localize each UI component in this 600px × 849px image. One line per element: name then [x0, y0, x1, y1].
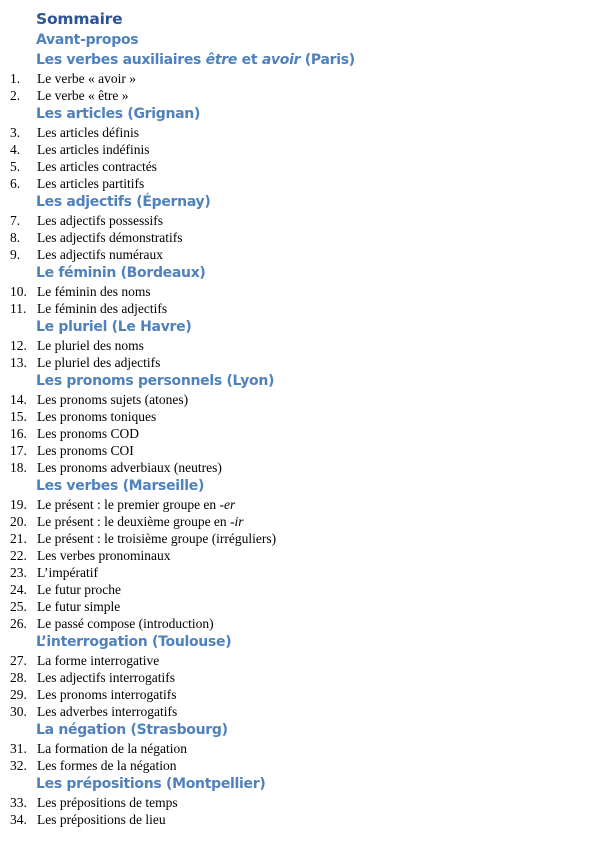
- section-heading-pluriel: Le pluriel (Le Havre): [36, 319, 192, 335]
- list-item: 3. Les articles définis: [10, 125, 139, 140]
- list-item: 14. Les pronoms sujets (atones): [10, 392, 189, 407]
- section-heading-verbes-auxiliaires: Les verbes auxiliaires être et avoir (Paris): [36, 52, 355, 68]
- list-item: 16. Les pronoms COD: [10, 426, 139, 441]
- list-item: 27. La forme interrogative: [10, 653, 160, 668]
- section-heading-interrogation: L’interrogation (Toulouse): [36, 634, 232, 650]
- list-item: 29. Les pronoms interrogatifs: [10, 687, 177, 702]
- list-item: 20. Le présent : le deuxième groupe en -ir: [10, 514, 244, 529]
- list-item: 7. Les adjectifs possessifs: [10, 213, 163, 228]
- section-heading-verbes: Les verbes (Marseille): [36, 478, 205, 494]
- section-heading-prepositions: Les prépositions (Montpellier): [36, 776, 266, 792]
- list-item: 34. Les prépositions de lieu: [10, 812, 166, 827]
- list-item: 5. Les articles contractés: [10, 159, 157, 174]
- list-item: 11. Le féminin des adjectifs: [10, 301, 168, 316]
- section-heading-articles: Les articles (Grignan): [36, 106, 201, 122]
- list-item: 24. Le futur proche: [10, 582, 121, 597]
- list-item: 31. La formation de la négation: [10, 741, 187, 756]
- list-item: 26. Le passé compose (introduction): [10, 616, 214, 631]
- list-item: 19. Le présent : le premier groupe en -er: [10, 497, 236, 512]
- list-item: 6. Les articles partitifs: [10, 176, 145, 191]
- section-heading-pronoms: Les pronoms personnels (Lyon): [36, 373, 275, 389]
- section-heading-feminin: Le féminin (Bordeaux): [36, 265, 206, 281]
- section-heading-adjectifs: Les adjectifs (Épernay): [36, 194, 211, 210]
- section-heading-negation: La négation (Strasbourg): [36, 722, 228, 738]
- list-item: 18. Les pronoms adverbiaux (neutres): [10, 460, 222, 475]
- list-item: 23. L’impératif: [10, 565, 98, 580]
- list-item: 28. Les adjectifs interrogatifs: [10, 670, 175, 685]
- list-item: 21. Le présent : le troisième groupe (irréguliers): [10, 531, 277, 546]
- list-item: 30. Les adverbes interrogatifs: [10, 704, 178, 719]
- section-heading-avant-propos: Avant-propos: [36, 32, 139, 48]
- list-item: 4. Les articles indéfinis: [10, 142, 150, 157]
- list-item: 33. Les prépositions de temps: [10, 795, 178, 810]
- list-item: 13. Le pluriel des adjectifs: [10, 355, 161, 370]
- list-item: 25. Le futur simple: [10, 599, 121, 614]
- page-title: Sommaire: [36, 10, 123, 28]
- list-item: 15. Les pronoms toniques: [10, 409, 157, 424]
- list-item: 12. Le pluriel des noms: [10, 338, 144, 353]
- list-item: 22. Les verbes pronominaux: [10, 548, 171, 563]
- table-of-contents: [0, 8, 600, 828]
- list-item: 9. Les adjectifs numéraux: [10, 247, 163, 262]
- list-item: 8. Les adjectifs démonstratifs: [10, 230, 183, 245]
- list-item: 1. Le verbe « avoir »: [10, 71, 136, 86]
- list-item: 2. Le verbe « être »: [10, 88, 129, 103]
- list-item: 10. Le féminin des noms: [10, 284, 151, 299]
- list-item: 17. Les pronoms COI: [10, 443, 134, 458]
- list-item: 32. Les formes de la négation: [10, 758, 177, 773]
